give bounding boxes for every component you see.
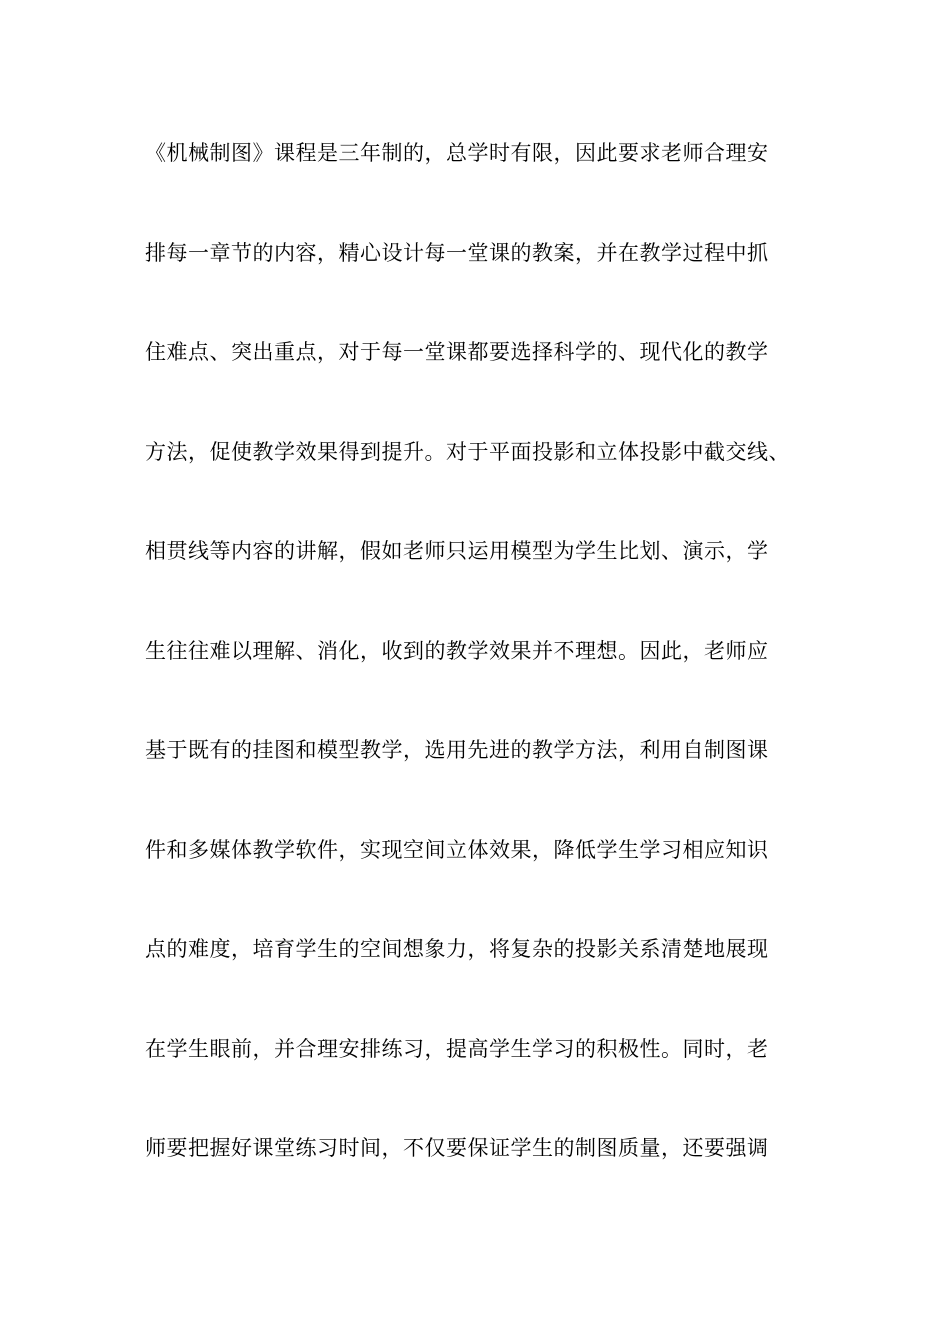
text-line: 《机械制图》课程是三年制的，总学时有限，因此要求老师合理安 [145,141,769,165]
text-line: 方法，促使教学效果得到提升。对于平面投影和立体投影中截交线、 [145,439,790,464]
text-line: 生往往难以理解、消化，收到的教学效果并不理想。因此，老师应 [145,638,769,663]
text-line: 件和多媒体教学软件，实现空间立体效果，降低学生学习相应知识 [145,837,769,862]
text-line: 在学生眼前，并合理安排练习，提高学生学习的积极性。同时，老 [145,1036,769,1061]
text-line: 点的难度，培育学生的空间想象力，将复杂的投影关系清楚地展现 [145,937,769,961]
text-line: 住难点、突出重点，对于每一堂课都要选择科学的、现代化的教学 [145,340,769,364]
body-paragraph [145,128,845,1223]
text-line: 排每一章节的内容，精心设计每一堂课的教案，并在教学过程中抓 [145,240,769,265]
text-line: 相贯线等内容的讲解，假如老师只运用模型为学生比划、演示，学 [145,539,769,563]
text-line: 基于既有的挂图和模型教学，选用先进的教学方法，利用自制图课 [145,738,769,762]
text-line: 师要把握好课堂练习时间，不仅要保证学生的制图质量，还要强调 [145,1136,769,1160]
